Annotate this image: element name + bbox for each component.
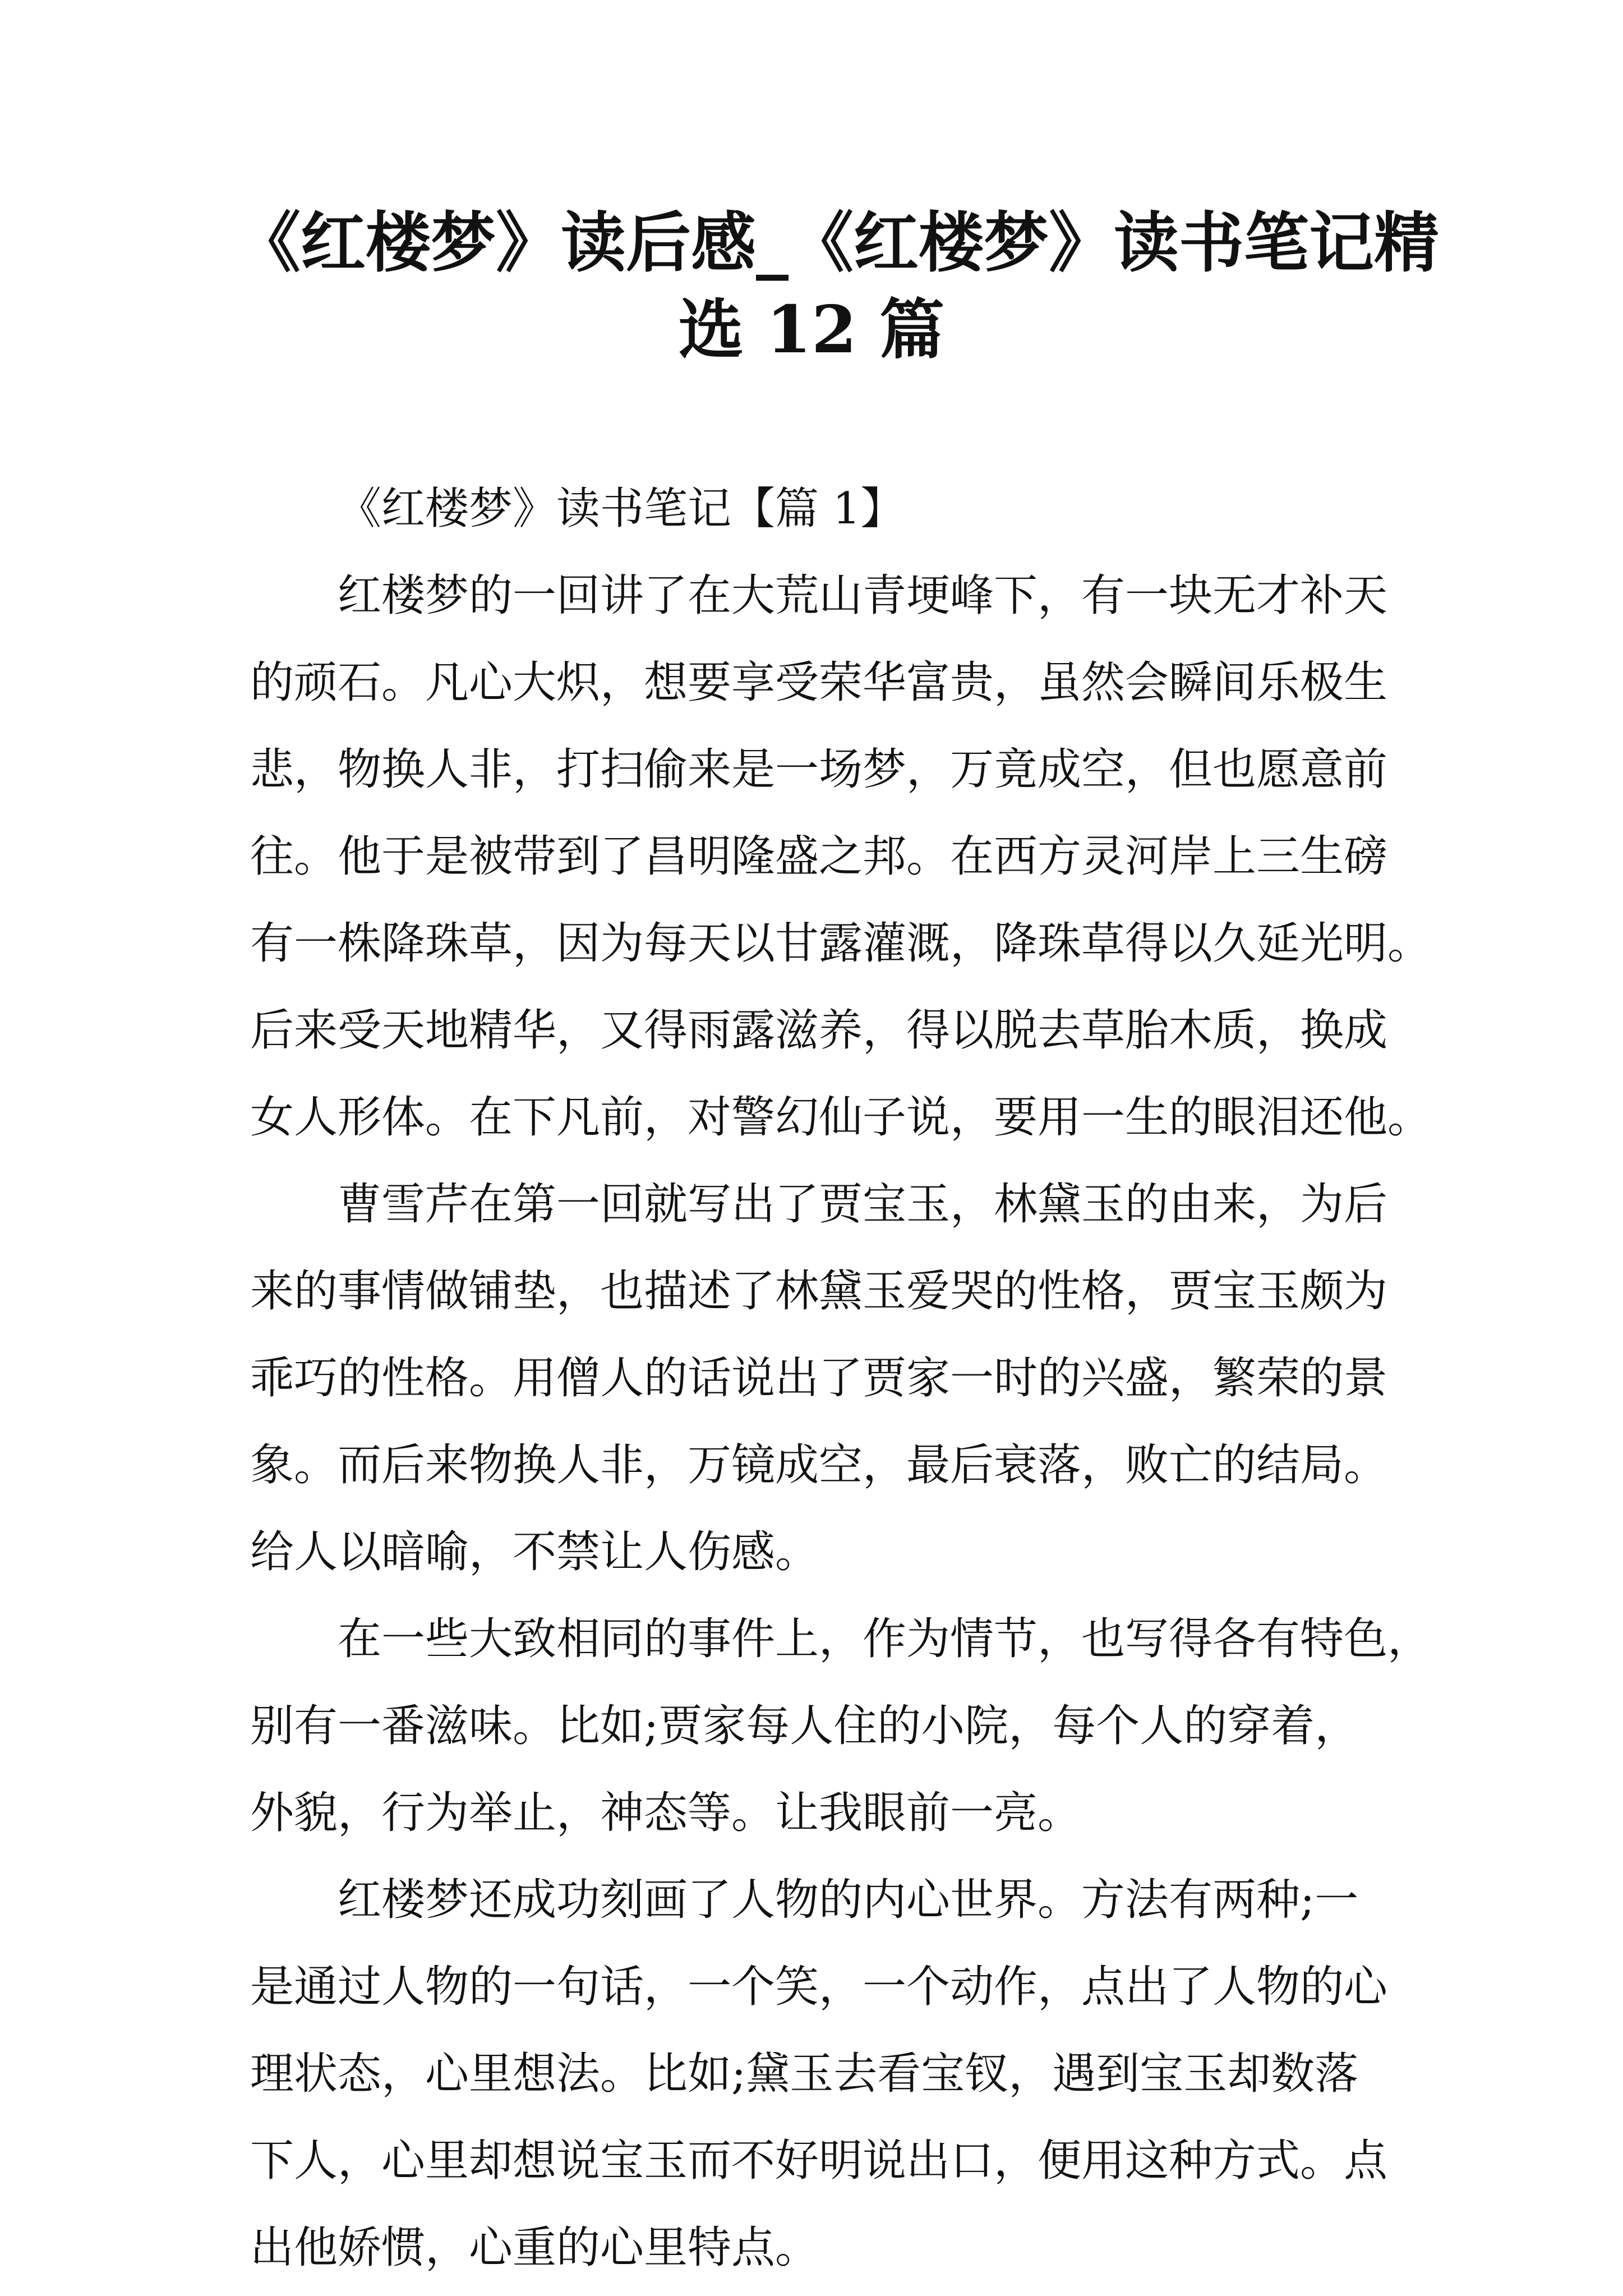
paragraph-line: 出他娇惯，心重的心里特点。: [250, 2223, 819, 2273]
paragraph-line: 有一株降珠草，因为每天以甘露灌溉，降珠草得以久延光明。: [250, 918, 1432, 969]
paragraph-line: 红楼梦的一回讲了在大荒山青埂峰下，有一块无才补天: [338, 570, 1388, 621]
paragraph-line: 象。而后来物换人非，万镜成空，最后衰落，败亡的结局。: [250, 1440, 1388, 1490]
paragraph-line: 是通过人物的一句话，一个笑，一个动作，点出了人物的心: [250, 1962, 1388, 2012]
paragraph-line: 下人，心里却想说宝玉而不好明说出口，便用这种方式。点: [250, 2136, 1388, 2186]
paragraph-2: [250, 1161, 1389, 1596]
paragraph-line: 红楼梦还成功刻画了人物的内心世界。方法有两种;一: [338, 1875, 1359, 1925]
paragraph-line: 悲，物换人非，打扫偷来是一场梦，万竟成空，但也愿意前: [250, 744, 1388, 795]
document-body: [250, 466, 1432, 2292]
paragraph-line: 在一些大致相同的事件上，作为情节，也写得各有特色，: [338, 1614, 1432, 1664]
title-line: 选 12 篇: [678, 292, 945, 368]
paragraph-line: 给人以暗喻，不禁让人伤感。: [250, 1527, 819, 1577]
paragraph-line: 来的事情做铺垫，也描述了林黛玉爱哭的性格，贾宝玉颇为: [250, 1266, 1388, 1317]
paragraph-line: 的顽石。凡心大炽，想要享受荣华富贵，虽然会瞬间乐极生: [250, 657, 1388, 708]
paragraph-line: 乖巧的性格。用僧人的话说出了贾家一时的兴盛，繁荣的景: [250, 1353, 1388, 1404]
title-line: 《红楼梦》读后感_《红楼梦》读书笔记精: [236, 205, 1439, 281]
section-title: 《红楼梦》读书笔记【篇 1】: [338, 484, 905, 534]
paragraph-line: 别有一番滋味。比如;贾家每人住的小院，每个人的穿着，: [250, 1701, 1359, 1751]
paragraph-4: [250, 1857, 1389, 2292]
paragraph-line: 女人形体。在下凡前，对警幻仙子说，要用一生的眼泪还他。: [250, 1092, 1432, 1143]
paragraph-3: [250, 1596, 1432, 1857]
document-title: [236, 196, 1439, 370]
paragraph-line: 后来受天地精华，又得雨露滋养，得以脱去草胎木质，换成: [250, 1005, 1388, 1056]
paragraph-line: 往。他于是被带到了昌明隆盛之邦。在西方灵河岸上三生磅: [250, 831, 1388, 882]
paragraph-line: 曹雪芹在第一回就写出了贾宝玉，林黛玉的由来，为后: [338, 1179, 1388, 1230]
paragraph-1: [250, 553, 1432, 1161]
paragraph-line: 外貌，行为举止，神态等。让我眼前一亮。: [250, 1788, 1082, 1838]
paragraph-line: 理状态，心里想法。比如;黛玉去看宝钗，遇到宝玉却数落: [250, 2049, 1359, 2099]
